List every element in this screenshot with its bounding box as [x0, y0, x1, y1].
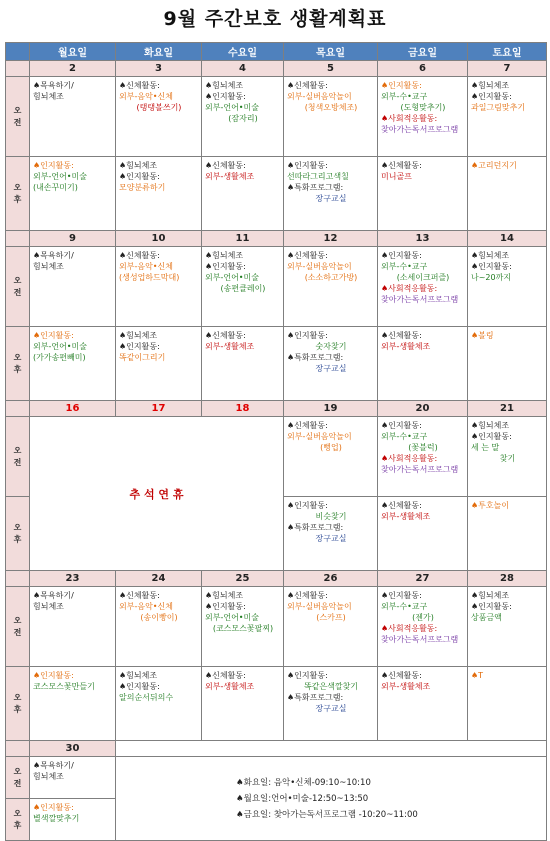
label-char: 오 [13, 352, 22, 362]
activity-cell [468, 667, 547, 741]
activity-cell [30, 667, 116, 741]
activity-line: ♠사회적응활동: [381, 284, 438, 293]
activity-line: ♠힘뇌체조 [119, 671, 158, 680]
label-char: 전 [13, 117, 22, 127]
day-header: 화요일 [116, 43, 202, 61]
activity-line: ♠힘뇌체조 [205, 591, 244, 600]
label-char: 오 [13, 522, 22, 532]
activity-line: (생성업하드막대) [119, 273, 180, 282]
date-cell: 25 [202, 571, 284, 587]
am-label [6, 417, 30, 497]
activity-line: 외부-생활체조 [381, 342, 431, 351]
activity-line: 외부-실버음악놀이 [287, 602, 352, 611]
activity-cell [116, 157, 202, 231]
activity-line: 힘뇌체조 [33, 772, 64, 781]
date-cell: 20 [378, 401, 468, 417]
activity-line: ♠신체활동: [287, 421, 328, 430]
activity-cell [116, 667, 202, 741]
activity-line: ♠힘뇌체조 [471, 81, 510, 90]
activity-line: 외부-언어•미술 [33, 172, 87, 181]
activity-cell [378, 587, 468, 667]
pm-label [6, 799, 30, 841]
date-corner [6, 61, 30, 77]
activity-line: 외부-수•교구 [381, 602, 428, 611]
activity-cell [378, 247, 468, 327]
activity-line: 외부-생활체조 [381, 512, 431, 521]
activity-line: ♠목욕하기/ [33, 591, 74, 600]
activity-cell [30, 157, 116, 231]
day-header: 월요일 [30, 43, 116, 61]
activity-line: ♠힘뇌체조 [119, 331, 158, 340]
activity-cell [202, 157, 284, 231]
date-cell: 9 [30, 231, 116, 247]
activity-line: ♠인지활동: [287, 501, 328, 510]
activity-line: (송편클레이) [220, 284, 266, 293]
schedule-table [5, 42, 547, 841]
date-cell: 27 [378, 571, 468, 587]
date-corner [6, 401, 30, 417]
am-label [6, 587, 30, 667]
activity-line: ♠인지활동: [381, 591, 422, 600]
activity-line: 찾아가는독서프로그램 [381, 295, 459, 304]
activity-line: (꽃블럭) [408, 443, 438, 452]
activity-line: 장구교실 [315, 364, 347, 373]
pm-label [6, 157, 30, 231]
activity-cell [468, 587, 547, 667]
activity-line: (가가송편빼미) [33, 353, 86, 362]
activity-line: ♠인지활동: [471, 92, 512, 101]
activity-line: (내손꾸미기) [33, 183, 78, 192]
activity-line: ♠인지활동: [287, 671, 328, 680]
pm-row [6, 157, 547, 231]
activity-cell [30, 799, 116, 841]
legend-line: ♠화요일: 음악•신체-09:10~10:10 [236, 777, 371, 788]
am-row [6, 247, 547, 327]
date-cell: 14 [468, 231, 547, 247]
activity-cell [378, 157, 468, 231]
activity-line: ♠신체활동: [119, 591, 160, 600]
label-char: 오 [13, 105, 22, 115]
activity-line: 외부-언어•미술 [33, 342, 87, 351]
activity-cell [202, 327, 284, 401]
activity-cell [30, 757, 116, 799]
date-filler [116, 741, 547, 757]
date-cell: 3 [116, 61, 202, 77]
date-cell: 12 [284, 231, 378, 247]
activity-cell [378, 77, 468, 157]
date-row [6, 571, 547, 587]
activity-cell [30, 77, 116, 157]
activity-line: ♠신체활동: [381, 331, 422, 340]
label-char: 전 [13, 287, 22, 297]
activity-cell [202, 77, 284, 157]
activity-line: 외부-언어•미술 [205, 273, 259, 282]
activity-line: 힘뇌체조 [33, 262, 64, 271]
activity-line: 찾아가는독서프로그램 [381, 635, 459, 644]
activity-line: 외부-생활체조 [205, 172, 255, 181]
activity-line: ♠인지활동: [33, 331, 74, 340]
date-cell: 7 [468, 61, 547, 77]
date-cell: 2 [30, 61, 116, 77]
activity-line: ♠고리던지기 [471, 161, 517, 170]
activity-line: ♠신체활동: [381, 161, 422, 170]
activity-line: 장구교실 [315, 704, 347, 713]
label-char: 전 [13, 778, 22, 788]
label-char: 오 [13, 615, 22, 625]
activity-line: (잠자리) [228, 114, 258, 123]
activity-line: 외부-음악•신체 [119, 92, 173, 101]
activity-line: ♠인지활동: [287, 331, 328, 340]
activity-cell [468, 77, 547, 157]
activity-line: ♠인지활동: [119, 342, 160, 351]
activity-line: (송이빵이) [140, 613, 178, 622]
activity-line: 외부-수•교구 [381, 92, 428, 101]
pm-row [6, 327, 547, 401]
activity-line: 외부-수•교구 [381, 432, 428, 441]
date-corner [6, 231, 30, 247]
activity-line: ♠인지활동: [471, 262, 512, 271]
activity-line: (도형맞추기) [400, 103, 446, 112]
activity-line: ♠힘뇌체조 [205, 251, 244, 260]
activity-line: ♠신체활동: [205, 671, 246, 680]
date-cell: 13 [378, 231, 468, 247]
label-char: 후 [13, 820, 22, 830]
date-row [6, 741, 547, 757]
activity-line: 별색깔맞추기 [33, 814, 80, 823]
label-char: 후 [13, 364, 22, 374]
activity-line: ♠인지활동: [205, 602, 246, 611]
legend-line: ♠월요일:언어•미술-12:50~13:50 [236, 793, 369, 804]
activity-line: ♠특화프로그램: [287, 523, 344, 532]
activity-line: ♠인지활동: [381, 81, 422, 90]
activity-line: (소소하고가방) [304, 273, 358, 282]
activity-line: ♠신체활동: [119, 251, 160, 260]
page-title: 9월 주간보호 생활계획표 [163, 8, 387, 30]
pm-row [6, 667, 547, 741]
date-row [6, 401, 547, 417]
activity-cell [284, 667, 378, 741]
activity-line: 외부-실버음악놀이 [287, 262, 352, 271]
activity-line: ♠사회적응활동: [381, 624, 438, 633]
am-row [6, 757, 547, 799]
activity-line: ♠인지활동: [471, 432, 512, 441]
activity-line: ♠투호놀이 [471, 501, 510, 510]
day-header: 수요일 [202, 43, 284, 61]
activity-line: ♠힘뇌체조 [471, 421, 510, 430]
pm-label [6, 327, 30, 401]
activity-line: 나~20까지 [471, 273, 512, 282]
label-char: 전 [13, 627, 22, 637]
activity-line: ♠인지활동: [205, 92, 246, 101]
activity-cell [284, 417, 378, 497]
activity-line: ♠힘뇌체조 [471, 591, 510, 600]
activity-cell [284, 77, 378, 157]
activity-line: 힘뇌체조 [33, 92, 64, 101]
activity-line: ♠신체활동: [381, 501, 422, 510]
date-corner [6, 741, 30, 757]
day-header-row [6, 43, 547, 61]
activity-cell [284, 327, 378, 401]
date-cell: 28 [468, 571, 547, 587]
activity-line: 외부-음악•신체 [119, 262, 173, 271]
activity-line: (탱탱볼쓰기) [136, 103, 182, 112]
activity-line: 코스모스꽃만들기 [33, 682, 95, 691]
activity-cell [284, 247, 378, 327]
activity-line: 장구교실 [315, 534, 347, 543]
activity-line: 과일그림맞추기 [471, 103, 526, 112]
am-row [6, 417, 547, 497]
activity-cell [468, 417, 547, 497]
holiday-text: 추 석 연 휴 [129, 487, 184, 501]
activity-line: 세 는 말 [471, 443, 500, 452]
date-cell: 5 [284, 61, 378, 77]
date-cell: 16 [30, 401, 116, 417]
date-cell: 18 [202, 401, 284, 417]
date-cell: 19 [284, 401, 378, 417]
activity-cell [30, 587, 116, 667]
am-label [6, 77, 30, 157]
am-label [6, 247, 30, 327]
am-label [6, 757, 30, 799]
activity-line: (뻥업) [320, 443, 342, 452]
activity-line: ♠특화프로그램: [287, 353, 344, 362]
activity-line: ♠목욕하기/ [33, 761, 74, 770]
activity-line: 힘뇌체조 [33, 602, 64, 611]
activity-line: ♠인지활동: [471, 602, 512, 611]
activity-cell [202, 587, 284, 667]
activity-cell [116, 327, 202, 401]
activity-line: 미니골프 [381, 172, 412, 181]
activity-line: 외부-수•교구 [381, 262, 428, 271]
activity-cell [116, 587, 202, 667]
activity-line: 외부-언어•미술 [205, 103, 259, 112]
legend-line: ♠금요일: 찾아가는독서프로그램 -10:20~11:00 [236, 809, 418, 820]
activity-line: 알의순서뒤의수 [119, 693, 174, 702]
activity-line: ♠목욕하기/ [33, 251, 74, 260]
activity-cell [378, 327, 468, 401]
label-char: 오 [13, 445, 22, 455]
activity-line: ♠인지활동: [381, 251, 422, 260]
activity-cell [468, 247, 547, 327]
activity-line: 찾기 [499, 454, 516, 463]
activity-line: ♠신체활동: [381, 671, 422, 680]
label-char: 오 [13, 182, 22, 192]
activity-line: ♠인지활동: [119, 172, 160, 181]
activity-cell [202, 667, 284, 741]
activity-line: ♠신체활동: [287, 81, 328, 90]
activity-line: ♠T [471, 671, 484, 680]
activity-line: ♠특화프로그램: [287, 183, 344, 192]
date-cell: 4 [202, 61, 284, 77]
activity-line: 외부-생활체조 [381, 682, 431, 691]
date-cell: 24 [116, 571, 202, 587]
activity-line: (스카프) [316, 613, 346, 622]
activity-line: ♠신체활동: [205, 161, 246, 170]
pm-label [6, 497, 30, 571]
activity-line: 외부-생활체조 [205, 342, 255, 351]
activity-line: 찾아가는독서프로그램 [381, 125, 459, 134]
activity-line: ♠인지활동: [287, 161, 328, 170]
activity-line: ♠인지활동: [205, 262, 246, 271]
activity-line: 선따라그리고색칠 [287, 172, 349, 181]
activity-line: 똑같은색깔찾기 [303, 682, 359, 691]
activity-line: ♠신체활동: [287, 591, 328, 600]
activity-line: 똑같이그리기 [119, 353, 166, 362]
activity-line: (젠가) [412, 613, 434, 622]
activity-line: ♠인지활동: [33, 161, 74, 170]
label-char: 전 [13, 457, 22, 467]
activity-line: (청색오방체조) [304, 103, 358, 112]
holiday-cell [30, 417, 284, 571]
activity-line: (소세이크퍼즐) [396, 273, 450, 282]
date-corner [6, 571, 30, 587]
time-legend [116, 757, 547, 841]
activity-line: ♠사회적응활동: [381, 454, 438, 463]
activity-line: ♠목욕하기/ [33, 81, 74, 90]
activity-line: ♠인지활동: [119, 682, 160, 691]
date-cell: 17 [116, 401, 202, 417]
activity-cell [284, 497, 378, 571]
activity-line: ♠힘뇌체조 [205, 81, 244, 90]
activity-cell [468, 157, 547, 231]
activity-line: ♠힘뇌체조 [471, 251, 510, 260]
date-cell: 11 [202, 231, 284, 247]
pm-label [6, 667, 30, 741]
day-header: 목요일 [284, 43, 378, 61]
activity-line: 외부-언어•미술 [205, 613, 259, 622]
activity-line: ♠힘뇌체조 [119, 161, 158, 170]
activity-cell [284, 157, 378, 231]
activity-line: 숫자찾기 [315, 342, 347, 351]
day-header: 금요일 [378, 43, 468, 61]
am-row [6, 587, 547, 667]
date-cell: 21 [468, 401, 547, 417]
label-char: 오 [13, 808, 22, 818]
label-char: 오 [13, 275, 22, 285]
date-cell: 23 [30, 571, 116, 587]
activity-cell [378, 667, 468, 741]
activity-line: ♠사회적응활동: [381, 114, 438, 123]
date-cell: 6 [378, 61, 468, 77]
activity-line: ♠볼링 [471, 331, 494, 340]
date-cell: 30 [30, 741, 116, 757]
activity-line: 비슷찾기 [315, 512, 347, 521]
activity-cell [378, 497, 468, 571]
activity-line: ♠신체활동: [119, 81, 160, 90]
activity-line: ♠인지활동: [381, 421, 422, 430]
label-char: 후 [13, 534, 22, 544]
activity-cell [116, 77, 202, 157]
day-header: 토요일 [468, 43, 547, 61]
activity-line: (코스모스꽃팔찌) [212, 624, 274, 633]
activity-line: 찾아가는독서프로그램 [381, 465, 459, 474]
activity-cell [116, 247, 202, 327]
activity-cell [202, 247, 284, 327]
activity-line: ♠인지활동: [33, 803, 74, 812]
activity-cell [468, 327, 547, 401]
activity-line: 외부-실버음악놀이 [287, 92, 352, 101]
activity-cell [30, 327, 116, 401]
activity-cell [284, 587, 378, 667]
activity-line: 상품금액 [471, 613, 502, 622]
date-row [6, 231, 547, 247]
activity-cell [30, 247, 116, 327]
activity-line: ♠신체활동: [205, 331, 246, 340]
header-corner [6, 43, 30, 61]
activity-cell [468, 497, 547, 571]
activity-line: ♠신체활동: [287, 251, 328, 260]
label-char: 오 [13, 692, 22, 702]
activity-line: 장구교실 [315, 194, 347, 203]
activity-line: ♠인지활동: [33, 671, 74, 680]
am-row [6, 77, 547, 157]
date-cell: 26 [284, 571, 378, 587]
label-char: 오 [13, 766, 22, 776]
activity-line: 외부-실버음악놀이 [287, 432, 352, 441]
date-row [6, 61, 547, 77]
label-char: 후 [13, 194, 22, 204]
date-cell: 10 [116, 231, 202, 247]
label-char: 후 [13, 704, 22, 714]
activity-cell [378, 417, 468, 497]
activity-line: 외부-음악•신체 [119, 602, 173, 611]
activity-line: 모양분류하기 [119, 183, 166, 192]
activity-line: 외부-생활체조 [205, 682, 255, 691]
activity-line: ♠특화프로그램: [287, 693, 344, 702]
